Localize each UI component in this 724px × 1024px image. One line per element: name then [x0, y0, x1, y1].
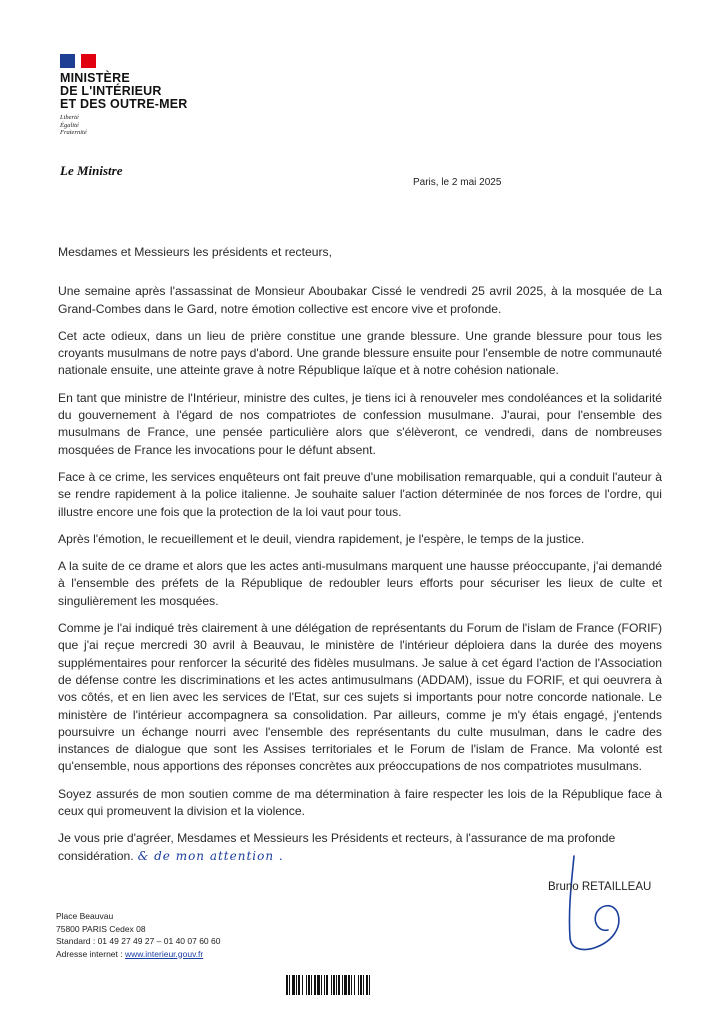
- ministry-name: [60, 72, 188, 111]
- paragraph-1: Une semaine après l'assassinat de Monsieur Aboubakar Cissé le vendredi 25 avril 2025, à la mosquée de La Grand-Combes dans le Gard, notre émotion collective est encore vive et profonde.: [58, 284, 662, 316]
- ministry-name-line2: DE L'INTÉRIEUR: [60, 84, 162, 98]
- address-line1: Place Beauvau: [56, 911, 114, 921]
- paragraph-2: Cet acte odieux, dans un lieu de prière constitue une grande blessure. Une grande blessure pour tous les croyants musulmans de notre pays d'abord. Une grande blessure ensuite pour l'ensemble de notre communauté nationale ensuite, une atteinte grave à notre République laïque et à notre cohésion nationale.: [58, 328, 662, 378]
- handwritten-note: & de mon attention .: [137, 848, 284, 863]
- letter-date: Paris, le 2 mai 2025: [413, 177, 502, 188]
- paragraph-4: Face à ce crime, les services enquêteurs ont fait preuve d'une mobilisation remarquable, qui a conduit l'auteur à se rendre rapidement à la police italienne. Je souhaite saluer l'action déterminée de nos forces de l'ordre, qui illustre encore une fois que la protection de la loi vaut pour tous.: [58, 469, 662, 519]
- paragraph-7: Comme je l'ai indiqué très clairement à une délégation de représentants du Forum de l'islam de France (FORIF) que j'ai reçue mercredi 30 avril à Beauvau, le ministère de l'intérieur déploiera dans la durée des moyens supplémentaires pour renforcer la sécurité des fidèles musulmans. Je salue à cet égard l'action de l'Association de défense contre les discriminations et les actes antimusulmans (ADDAM), issue du FORIF, et qui oeuvrera à vos côtés, et en lien avec les services de l'Etat, sur ces sujets si importants pour notre concorde nationale. Le ministère de l'intérieur accompagnera sa consolidation. Par ailleurs, comme je m'y étais engagé, j'entends poursuivre un échange nourri avec l'ensemble des représentants du culte musulman, dans le cadre des instances de dialogue que sont les Assises territoriales et le Forum de l'islam de France. Ma volonté est qu'ensemble, nous apportions des réponses concrètes aux préoccupations de nos compatriotes musulmans.: [58, 621, 662, 774]
- paragraph-8: Soyez assurés de mon soutien comme de ma détermination à faire respecter les lois de la République face à ceux qui promeuvent la division et la violence.: [58, 786, 662, 819]
- ministry-address: [56, 910, 220, 960]
- marianne-flag-logo: [60, 54, 96, 68]
- paragraph-5: Après l'émotion, le recueillement et le deuil, viendra rapidement, je l'espère, le temps de la justice.: [58, 531, 585, 546]
- letter-body: [58, 244, 662, 865]
- website-label: Adresse internet :: [56, 948, 125, 959]
- salutation: Mesdames et Messieurs les présidents et recteurs,: [58, 245, 332, 259]
- address-website-row: [56, 948, 220, 961]
- paragraph-3: En tant que ministre de l'Intérieur, ministre des cultes, je tiens ici à renouveler mes condoléances et la solidarité du gouvernement à l'égard de nos compatriotes de confession musulmane. J'aurai, pour l'ensemble des musulmans de France, une pensée particulière alors que s'élèveront, ce vendredi, dans de nombreuses mosquées de France les invocations pour le défunt absent.: [58, 390, 662, 457]
- motto-egalite: Égalité: [60, 121, 79, 129]
- website-link[interactable]: www.interieur.gouv.fr: [124, 948, 204, 959]
- closing-text: Je vous prie d'agréer, Mesdames et Messieurs les Présidents et recteurs, à l'assurance de ma profonde considération.: [58, 831, 616, 863]
- signatory-name: Bruno RETAILLEAU: [548, 881, 652, 893]
- motto-liberte: Liberté: [60, 114, 79, 121]
- ministry-name-line1: MINISTÈRE: [60, 71, 130, 85]
- motto-fraternite: Fraternité: [60, 129, 87, 136]
- sender-title: Le Ministre: [60, 163, 123, 178]
- handwritten-signature: [560, 848, 640, 958]
- ministry-header: [60, 54, 188, 137]
- republic-motto: [60, 114, 188, 137]
- address-line2: 75800 PARIS Cedex 08: [56, 923, 146, 934]
- address-phone: Standard : 01 49 27 49 27 – 01 40 07 60 60: [56, 936, 221, 946]
- paragraph-6: A la suite de ce drame et alors que les actes anti-musulmans marquent une hausse préoccupante, j'ai demandé à l'ensemble des préfets de la République de redoubler leurs efforts pour sécuriser les lieux de culte et singulièrement les mosquées.: [58, 559, 662, 608]
- barcode-icon: [286, 975, 444, 995]
- ministry-name-line3: ET DES OUTRE-MER: [60, 97, 188, 111]
